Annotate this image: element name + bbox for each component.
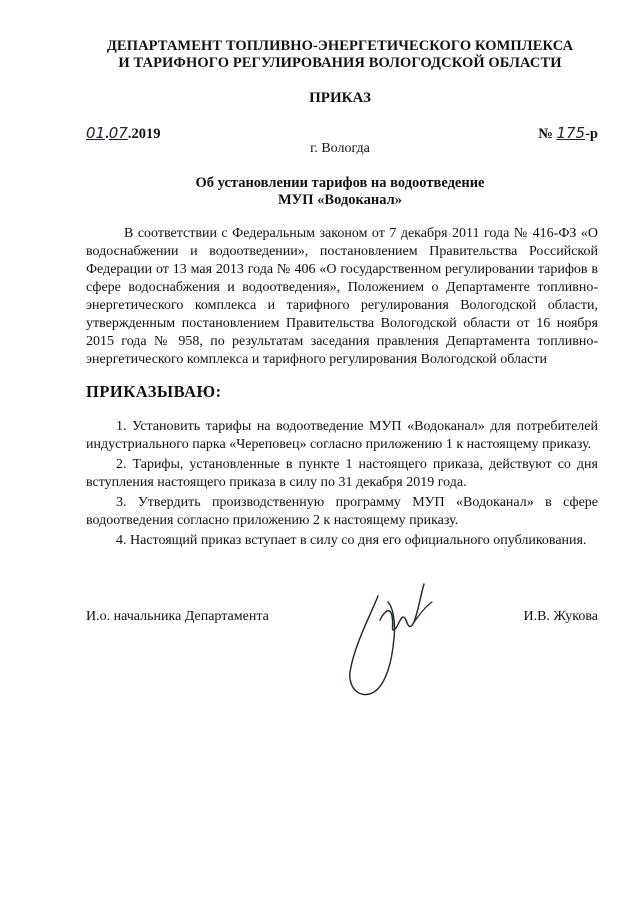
number-value: 175 bbox=[556, 124, 586, 142]
date-month: 07 bbox=[108, 124, 128, 142]
order-word: ПРИКАЗЫВАЮ: bbox=[86, 382, 222, 401]
signatory-name: И.В. Жукова bbox=[523, 609, 598, 624]
order-item: 4. Настоящий приказ вступает в силу со дня его официального опубликования. bbox=[116, 533, 587, 548]
department-line-1: ДЕПАРТАМЕНТ ТОПЛИВНО-ЭНЕРГЕТИЧЕСКОГО КОМПЛЕКСА bbox=[106, 38, 574, 54]
subject-line-2: МУП «Водоканал» bbox=[277, 192, 403, 208]
number-suffix: -р bbox=[585, 126, 598, 142]
signatory-position: И.о. начальника Департамента bbox=[86, 609, 269, 624]
department-line-2: И ТАРИФНОГО РЕГУЛИРОВАНИЯ ВОЛОГОДСКОЙ ОБЛАСТИ bbox=[118, 55, 562, 71]
preamble-paragraph: В соответствии с Федеральным законом от 7 декабря 2011 года № 416-ФЗ «О водоснабжении и водоотведении», постановлением Правительства Российской Федерации от 13 мая 2013 года № 406 «О государственном регулировании тарифов в сфере водоснабжения и водоотведения», Положением о Департаменте топливно-энергетического комплекса и тарифного регулирования Вологодской области, утвержденным постановлением Правительства Вологодской области от 16 ноября 2015 года № 958, по результатам заседания правления Департамента топливно-энергетического комплекса и тарифного регулирования Вологодской области bbox=[86, 226, 598, 367]
order-subject bbox=[40, 175, 640, 209]
order-item: 1. Установить тарифы на водоотведение МУП «Водоканал» для потребителей индустриального парка «Череповец» согласно приложению 1 к настоящему приказу. bbox=[86, 419, 598, 452]
order-item: 2. Тарифы, установленные в пункте 1 настоящего приказа, действуют со дня вступления настоящего приказа в силу по 31 декабря 2019 года. bbox=[86, 457, 598, 490]
order-item: 3. Утвердить производственную программу МУП «Водоканал» в сфере водоотведения согласно приложению 2 к настоящему приказу. bbox=[86, 495, 598, 528]
subject-line-1: Об установлении тарифов на водоотведение bbox=[195, 175, 485, 191]
department-header bbox=[40, 38, 640, 72]
doc-type-title: ПРИКАЗ bbox=[309, 90, 371, 106]
date-day: 01 bbox=[86, 124, 106, 142]
date-year: .2019 bbox=[127, 126, 161, 142]
number-prefix: № bbox=[538, 126, 557, 142]
handwritten-signature-icon bbox=[340, 576, 450, 706]
date-separator: . bbox=[105, 126, 109, 142]
city: г. Вологда bbox=[310, 141, 370, 156]
order-items bbox=[86, 418, 598, 552]
